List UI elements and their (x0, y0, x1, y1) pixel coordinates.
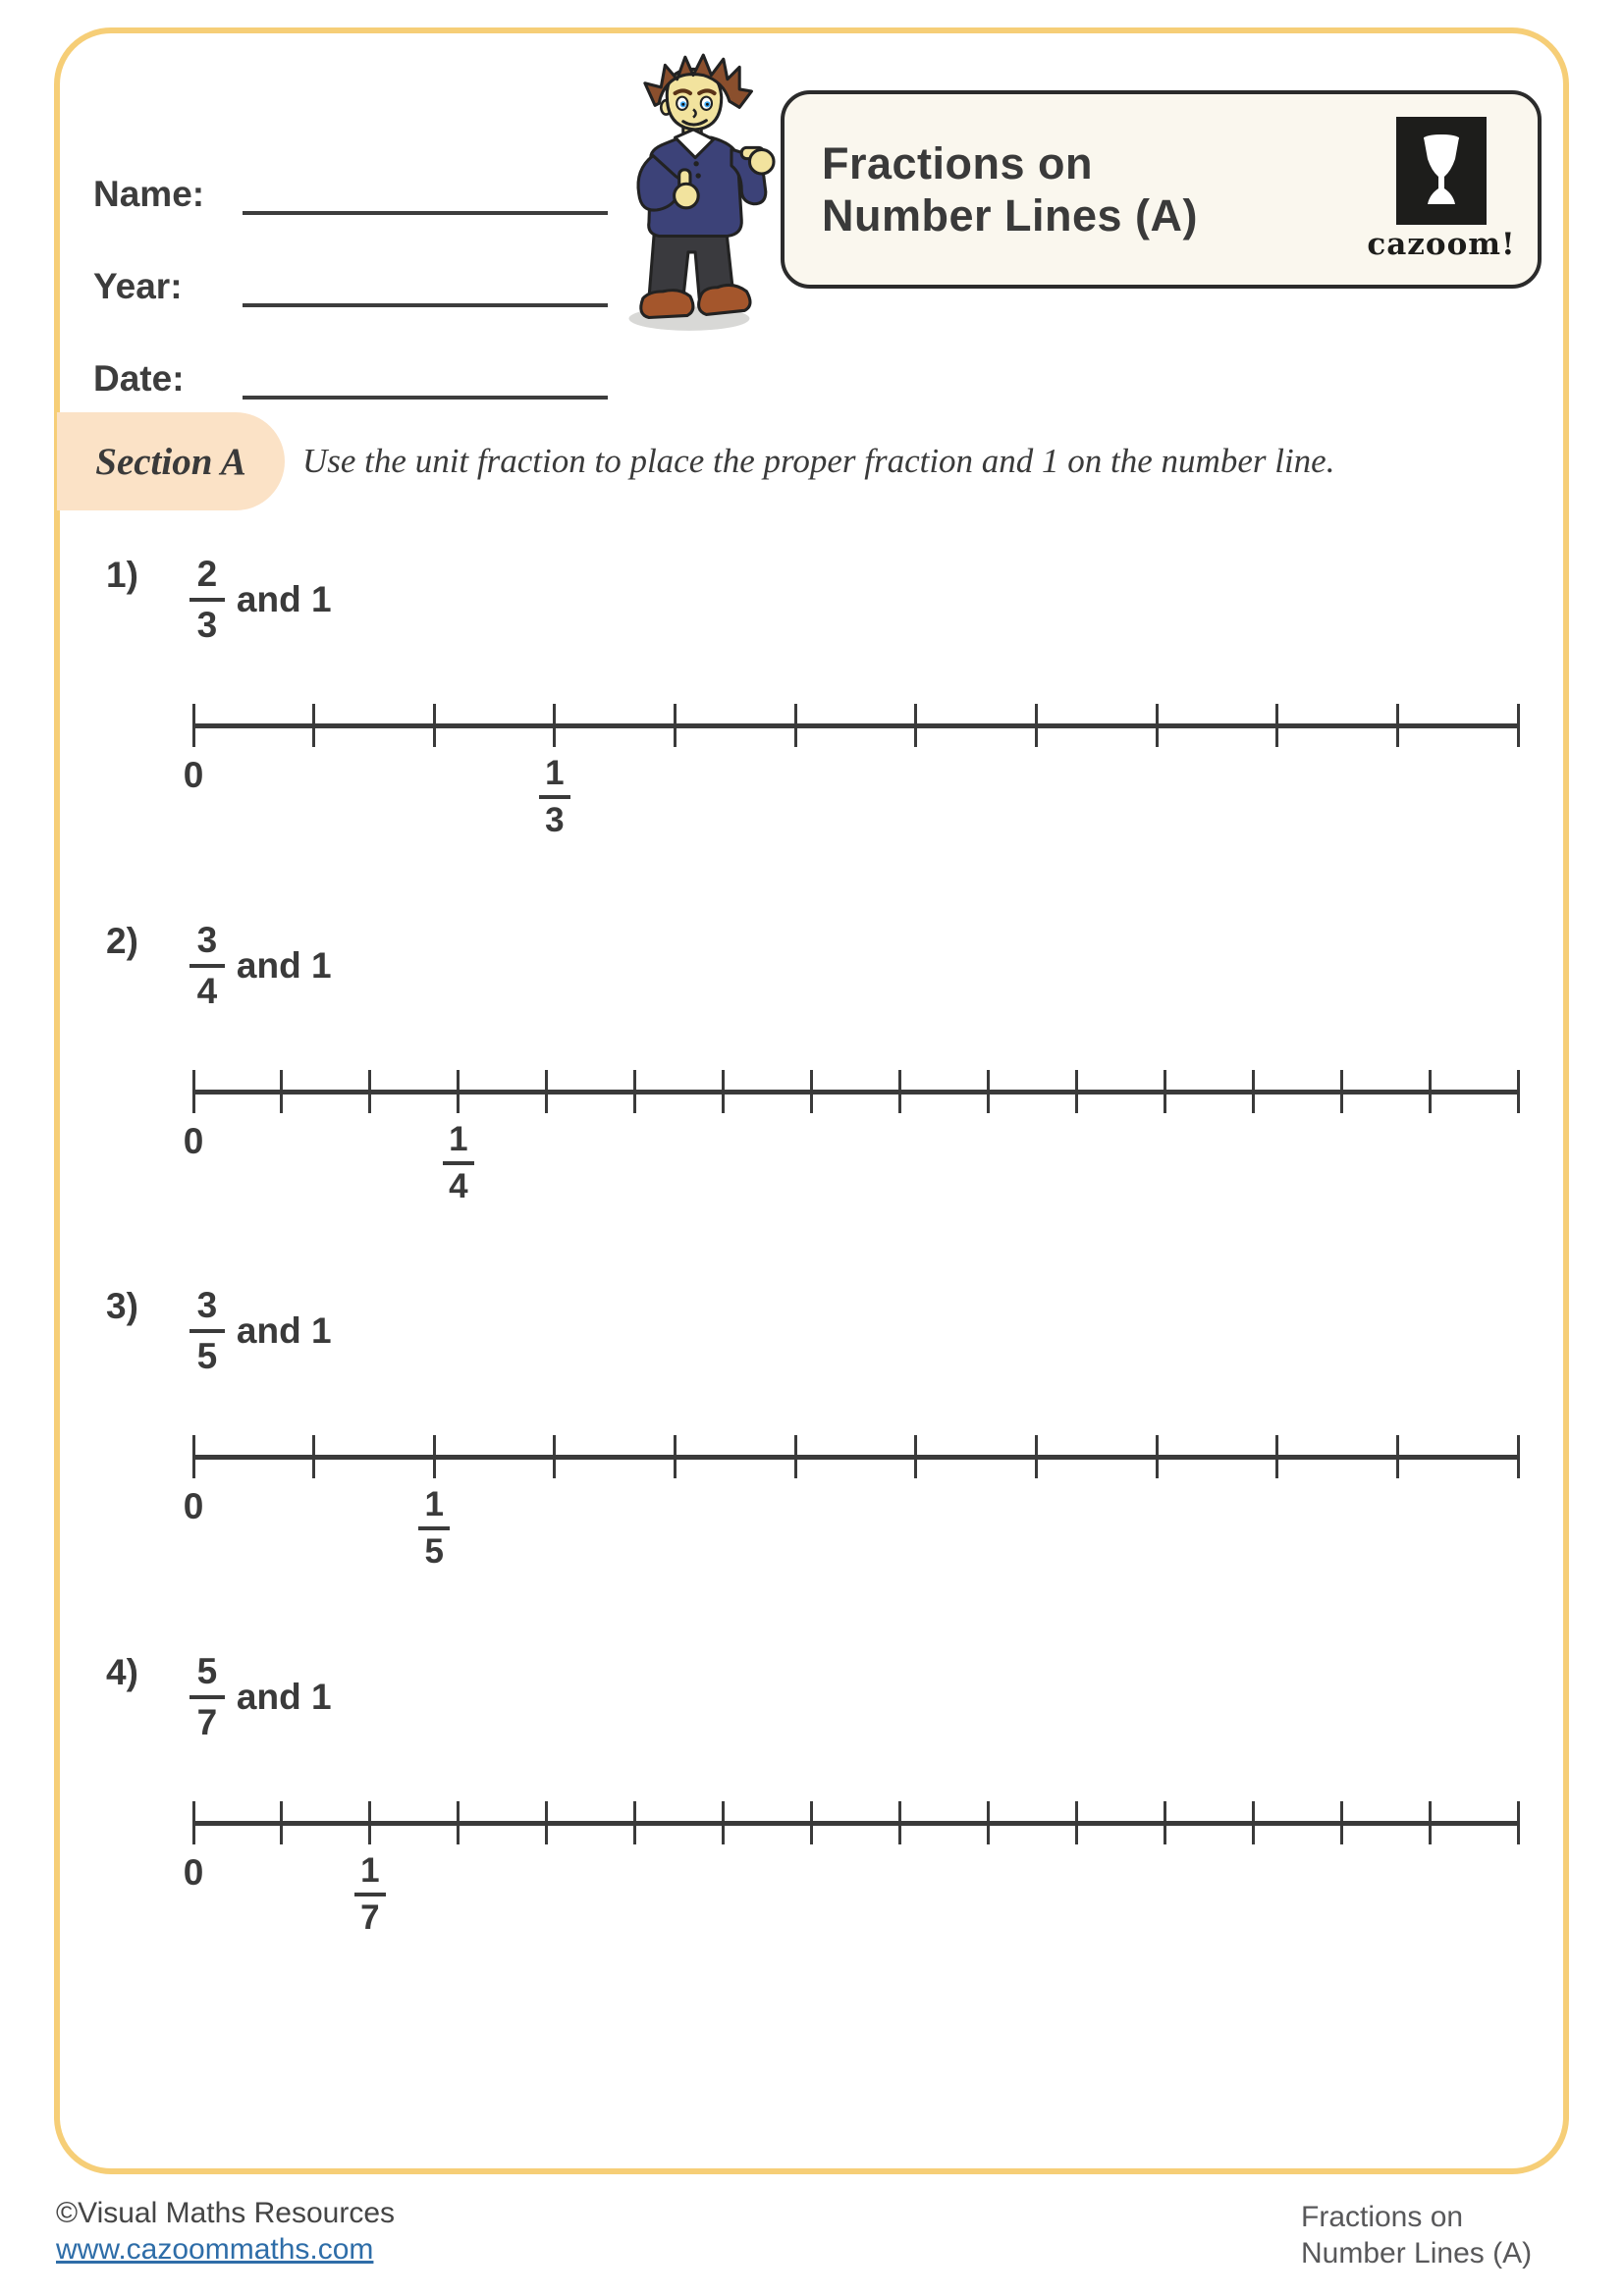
tick-mark (722, 1801, 725, 1844)
unit-fraction-numerator: 1 (360, 1851, 380, 1890)
tick-mark (1429, 1070, 1432, 1113)
footer-doc-title-line2: Number Lines (A) (1301, 2237, 1533, 2269)
tick-mark (633, 1801, 636, 1844)
footer-copyright: ©Visual Maths Resources (56, 2197, 396, 2229)
logo-wordmark: cazoom! (1367, 227, 1516, 262)
fraction-denominator: 4 (196, 971, 218, 1011)
unit-fraction-label (418, 1486, 450, 1571)
tick-mark (914, 704, 917, 747)
tick-mark (1156, 1435, 1159, 1478)
problem-header (106, 921, 332, 1011)
and-one-label: and 1 (236, 1310, 332, 1351)
problem-item (0, 1652, 1624, 1991)
tick-mark (1517, 704, 1520, 747)
unit-fraction-denominator: 3 (545, 801, 565, 839)
fraction-bar (189, 1329, 225, 1333)
tick-mark (1252, 1801, 1255, 1844)
fraction-numerator: 3 (196, 1285, 218, 1325)
tick-mark (1517, 1070, 1520, 1113)
number-line (183, 1435, 1518, 1571)
tick-mark (722, 1070, 725, 1113)
tick-mark (1035, 1435, 1038, 1478)
unit-fraction-bar (443, 1161, 474, 1165)
tick-mark (368, 1801, 371, 1844)
zero-label: 0 (183, 1121, 204, 1161)
footer-doc-title (1301, 2199, 1532, 2271)
tick-mark (1164, 1801, 1166, 1844)
tick-mark (433, 1435, 436, 1478)
unit-fraction-numerator: 1 (545, 754, 565, 792)
unit-fraction-bar (354, 1893, 386, 1896)
unit-fraction-label (539, 755, 570, 839)
problem-item (0, 921, 1624, 1259)
tick-mark (898, 1801, 901, 1844)
section-instruction: Use the unit fraction to place the proper fraction and 1 on the number line. (302, 442, 1335, 480)
tick-mark (1035, 704, 1038, 747)
unit-fraction-denominator: 4 (449, 1167, 468, 1205)
number-line (183, 1801, 1518, 1937)
tick-mark (1164, 1070, 1166, 1113)
tick-mark (1075, 1070, 1078, 1113)
tick-mark (545, 1070, 548, 1113)
problem-number: 4) (106, 1652, 138, 1692)
number-line (183, 704, 1518, 839)
fraction-numerator: 3 (196, 920, 218, 960)
zero-label: 0 (183, 1852, 204, 1893)
tick-mark (553, 704, 556, 747)
fraction-denominator: 5 (196, 1336, 218, 1376)
tick-mark (914, 1435, 917, 1478)
tick-mark (457, 1070, 460, 1113)
and-one-label: and 1 (236, 579, 332, 619)
tick-mark (1396, 704, 1399, 747)
fraction-numerator: 2 (196, 554, 218, 594)
number-line-bar (193, 1455, 1518, 1460)
zero-label: 0 (183, 755, 204, 795)
fraction-bar (189, 598, 225, 602)
tick-mark (810, 1070, 813, 1113)
tick-mark (1340, 1070, 1343, 1113)
tick-mark (633, 1070, 636, 1113)
tick-mark (674, 1435, 677, 1478)
tick-mark (810, 1801, 813, 1844)
number-line-bar (193, 723, 1518, 728)
problem-header (106, 1286, 332, 1376)
unit-fraction-label (354, 1852, 386, 1937)
tick-mark (457, 1801, 460, 1844)
year-field-label: Year: (93, 266, 183, 306)
number-line (183, 1070, 1518, 1205)
tick-mark (280, 1801, 283, 1844)
tick-mark (1275, 704, 1278, 747)
fraction-bar (189, 964, 225, 968)
unit-fraction-bar (539, 795, 570, 799)
fraction-numerator: 5 (196, 1651, 218, 1691)
number-line-bar (193, 1821, 1518, 1826)
unit-fraction-numerator: 1 (449, 1120, 468, 1158)
unit-fraction-bar (418, 1526, 450, 1530)
footer-doc-title-line1: Fractions on (1301, 2201, 1464, 2233)
tick-mark (368, 1070, 371, 1113)
tick-mark (1252, 1070, 1255, 1113)
footer-website-link[interactable]: www.cazoommaths.com (56, 2233, 374, 2266)
tick-mark (312, 704, 315, 747)
tick-mark (1517, 1435, 1520, 1478)
tick-mark (1396, 1435, 1399, 1478)
zero-label: 0 (183, 1486, 204, 1526)
fraction-bar (189, 1695, 225, 1699)
tick-mark (192, 704, 195, 747)
fraction-denominator: 3 (196, 605, 218, 645)
problem-header (106, 1652, 332, 1742)
target-fraction (189, 1286, 225, 1376)
tick-mark (794, 1435, 797, 1478)
tick-mark (1429, 1801, 1432, 1844)
worksheet-title-line1: Fractions on (822, 138, 1094, 188)
worksheet-title-line2: Number Lines (A) (822, 190, 1199, 240)
problem-item (0, 555, 1624, 893)
tick-mark (674, 704, 677, 747)
problem-header (106, 555, 332, 645)
unit-fraction-denominator: 7 (360, 1898, 380, 1937)
fraction-denominator: 7 (196, 1702, 218, 1742)
number-line-bar (193, 1090, 1518, 1095)
tick-mark (794, 704, 797, 747)
section-a-badge-label: Section A (95, 440, 246, 483)
tick-mark (553, 1435, 556, 1478)
name-field-label: Name: (93, 174, 205, 214)
tick-mark (545, 1801, 548, 1844)
tick-mark (280, 1070, 283, 1113)
footer-left (56, 2195, 395, 2268)
tick-mark (312, 1435, 315, 1478)
unit-fraction-denominator: 5 (424, 1532, 444, 1571)
problem-number: 3) (106, 1286, 138, 1326)
tick-mark (1275, 1435, 1278, 1478)
tick-mark (987, 1070, 990, 1113)
and-one-label: and 1 (236, 1677, 332, 1717)
date-field-label: Date: (93, 358, 185, 399)
unit-fraction-numerator: 1 (424, 1485, 444, 1523)
target-fraction (189, 1652, 225, 1742)
target-fraction (189, 555, 225, 645)
problem-number: 1) (106, 555, 138, 595)
target-fraction (189, 921, 225, 1011)
problem-number: 2) (106, 921, 138, 961)
tick-mark (1156, 704, 1159, 747)
tick-mark (192, 1435, 195, 1478)
and-one-label: and 1 (236, 945, 332, 986)
tick-mark (433, 704, 436, 747)
tick-mark (1340, 1801, 1343, 1844)
tick-mark (1517, 1801, 1520, 1844)
tick-mark (192, 1801, 195, 1844)
tick-mark (898, 1070, 901, 1113)
tick-mark (1075, 1801, 1078, 1844)
tick-mark (987, 1801, 990, 1844)
tick-mark (192, 1070, 195, 1113)
unit-fraction-label (443, 1121, 474, 1205)
problem-item (0, 1286, 1624, 1625)
